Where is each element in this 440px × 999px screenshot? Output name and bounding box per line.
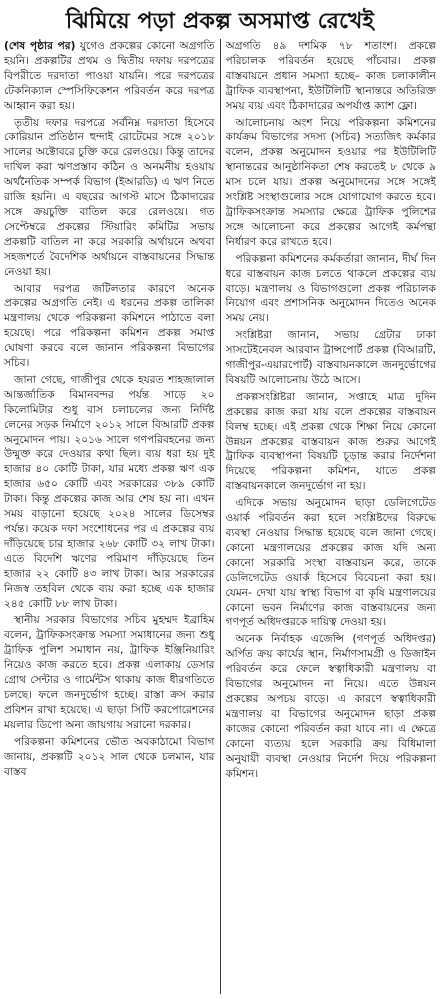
paragraph: অনেক নির্বাহক এজেন্সি (গণপূর্ত অধিদপ্তর) অর্পিত ক্রয় কার্যের স্থান, নির্মাণসামগ্রী ও ডিজাইন পরিবর্তন করে ফেলে স্বত্বাধিকারী মন্ত্রণালয় বা বিভাগের অনুমোদন না নিয়ে। এতে উন্নয়ন প্রকল্পের অপচয় বাড়ে। এ কারণে স্বত্বাধিকারী মন্ত্রণালয় বা বিভাগের অনুমোদন ছাড়া প্রকল্প কাজের কোনো পরিবর্তন করা যাবে না। এ ক্ষেত্রে কোনো ব্যত্যয় হলে সরকারি ক্রয় বিধিমালা অনুযায়ী ব্যবস্থা নেওয়ার নির্দেশ দিয়ে পরিকল্পনা কমিশন। — [225, 633, 436, 780]
column-right — [226, 39, 437, 994]
continued-label: (শেষ পৃষ্ঠার পর) — [4, 40, 76, 52]
paragraph — [4, 39, 215, 114]
paragraph: পরিকল্পনা কমিশনের কর্মকর্তারা জানান, দীর্ঘ দিন ধরে বাস্তবায়ন কাজ চলতে থাকলে প্রকল্পের ব্যয় বাড়ে। মন্ত্রণালয় ও বিভাগগুলো প্রকল্প পরিচালক নিয়োগ এবং প্রশাসনিক অনুমোদন দিতেও অনেক সময় নেয়। — [225, 252, 436, 325]
paragraph: স্থানীয় সরকার বিভাগের সচিব মুহম্মদ ইব্রাহিম বলেন, ট্রাফিকসংক্রান্ত সমস্যা সমাধানের জন্য শুধু ট্রাফিক পুলিশ সমাধান নয়, ট্রাফিক ইঞ্জিনিয়ারিং নিয়েও কাজ করতে হবে। প্রকল্প এলাকায় ডেসার গ্রোথ সেন্টার ও গার্মেন্টস থাকায় কাজ ধীরগতিতে চলছে। ফলে জনদুর্ভোগ হচ্ছে। রাস্তা ক্রস করার প্রবিশন রাখা হয়েছে। এ ছাড়া সিটি করপোরেশনের ময়লার ডিপো অন্য জায়গায় সরানো দরকার। — [4, 614, 215, 731]
paragraph: আবার দরপত্র জটিলতার কারণে অনেক প্রকল্পের অগ্রগতি নেই। এ ধরনের প্রকল্প তালিকা মন্ত্রণালয় থেকে পরিকল্পনা কমিশনে পাঠাতে বলা হয়েছে। পরে পরিকল্পনা কমিশন প্রকল্প সমাপ্ত ঘোষণা করবে বলে জানান পরিকল্পনা বিভাগের সচিব। — [4, 282, 215, 370]
paragraph: এদিকে সভায় অনুমোদন ছাড়া ডেলিগেটেড ওয়ার্ক পরিবর্তন করা হলে সংশ্লিষ্টদের বিরুদ্ধে ব্যবস্থা নেওয়ার সিদ্ধান্ত হয়েছে বলে জানা গেছে। কোনো মন্ত্রণালয়ের প্রকল্পের কাজ যদি অন্য কোনো সরকারি সংস্থা বাস্তবায়ন করে, তাকে ডেলিগেটেড ওয়ার্ক হিসেবে বিবেচনা করা হয়। যেমন- দেখা যায় স্বাস্থ্য বিভাগ বা কৃষি মন্ত্রণালয়ের কোনো ভবন নির্মাণের কাজ বাস্তবায়নের জন্য গণপূর্ত অধিদপ্তরকে দায়িত্ব দেওয়া হয়। — [225, 497, 436, 629]
article-headline: ঝিমিয়ে পড়া প্রকল্প অসমাপ্ত রেখেই — [65, 8, 375, 34]
paragraph-text: যুগেও প্রকল্পের কোনো অগ্রগতি হয়নি। প্রকল্পটির প্রথম ও দ্বিতীয় দফায় দরপত্রের বিপরীতে দরদাতা পাওয়া যায়নি। পরে দরপত্রের টেকনিক্যাল স্পেসিফিকেশন পরিবর্তন করে দরপত্র আহ্বান করা হয়। — [4, 40, 215, 112]
paragraph: আলোচনায় অংশ নিয়ে পরিকল্পনা কমিশনের কার্যক্রম বিভাগের সদস্য (সচিব) সত্যজিৎ কর্মকার বলেন, প্রকল্প অনুমোদন হওয়ার পর ইউটিলিটি স্থানান্তরের আনুষ্ঠানিকতা শেষ করতেই ৮ থেকে ৯ মাস চলে যায়। প্রকল্প অনুমোদনের সঙ্গে সঙ্গেই সংশ্লিষ্ট সংস্থাগুলোর সঙ্গে যোগাযোগ করতে হবে। ট্রাফিকসংক্রান্ত সমস্যার ক্ষেত্রে ট্রাফিক পুলিশের সঙ্গে আলোচনা করে প্রকল্পের আগেই কর্মপন্থা নির্ধারণ করে রাখতে হবে। — [225, 116, 436, 248]
paragraph: প্রকল্পসংশ্লিষ্টরা জানান, সপ্তাহে মাত্র দুদিন প্রকল্পের কাজ করা যায় বলে প্রকল্পের বাস্তবায়ন বিলম্ব হচ্ছে। এই প্রকল্প থেকে শিক্ষা নিয়ে কোনো উন্নয়ন প্রকল্পের বাস্তবায়ন কাজ শুরুর আগেই ট্রাফিক ব্যবস্থাপনা বিষয়টি চূড়ান্ত করার নির্দেশনা দিয়েছে পরিকল্পনা কমিশন, যাতে প্রকল্প বাস্তবায়নকালে জনদুর্ভোগ না হয়। — [225, 390, 436, 493]
paragraph: তৃতীয় দফার দরপত্রে সর্বনিম্ন দরদাতা হিসেবে কোরিয়ান প্রতিষ্ঠান হুন্দাই রোটেমের সঙ্গে ২০১৮ সালের অক্টোবরে চুক্তি করে রেলওয়ে। কিন্তু তাদের দাখিল করা ঋণপ্রস্তাব কঠিন ও অনমনীয় হওয়ায় অর্থনৈতিক সম্পর্ক বিভাগ (ইআরডি) এ ঋণ নিতে রাজি হয়নি। এ বছরের আগস্ট মাসে ঠিকাদারের সঙ্গে ক্রয়চুক্তি বাতিল করে রেলওয়ে। গত সেপ্টেম্বরে প্রকল্পের স্টিয়ারিং কমিটির সভায় প্রকল্পটি বাতিল না করে সরকারি অর্থায়নে অথবা সহজশর্তে বৈদেশিক অর্থায়নে বাস্তবায়নের সিদ্ধান্ত নেওয়া হয়। — [4, 116, 215, 278]
paragraph: জানা গেছে, গাজীপুর থেকে হযরত শাহজালাল আন্তর্জাতিক বিমানবন্দর পর্যন্ত সাড়ে ২০ কিলোমিটার শুধু বাস চলাচলের জন্য নির্দিষ্ট লেনের সড়ক নির্মাণে ২০১২ সালে বিআরটি প্রকল্প অনুমোদন পায়। ২০১৬ সালে গণপরিবহনের জন্য উন্মুক্ত করে দেওয়ার কথা ছিল। ব্যয় ধরা হয় দুই হাজার ৪০ কোটি টাকা, যার মধ্যে প্রকল্প ঋণ এক হাজার ৬৫০ কোটি এবং সরকারের ৩৮৯ কোটি টাকা। কিন্তু প্রকল্পের কাজ আর শেষ হয় না। এখন সময় বাড়ানো হয়েছে ২০২৪ সালের ডিসেম্বর পর্যন্ত। কয়েক দফা সংশোধনের পর এ প্রকল্পের ব্যয় দাঁড়িয়েছে চার হাজার ২৬৮ কোটি ৩২ লাখ টাকা। এতে বিদেশি ঋণের পরিমাণ দাঁড়িয়েছে তিন হাজার ২২ কোটি ৪৩ লাখ টাকা। আর সরকারের নিজস্ব তহবিল থেকে ব্যয় করা হচ্ছে এক হাজার ২৪৫ কোটি ৮৮ লাখ টাকা। — [4, 373, 215, 610]
paragraph: অগ্রগতি ৪৯ দশমিক ৭৮ শতাংশ। প্রকল্পে পরিচালক পরিবর্তন হয়েছে পাঁচবার। প্রকল্প বাস্তবায়নে প্রধান সমস্যা হচ্ছে– কাজ চলাকালীন ট্রাফিক ব্যবস্থাপনা, ইউটিলিটি স্থানান্তরে অতিরিক্ত সময় ব্যয় এবং ঠিকাদারের অপর্যাপ্ত ক্যাশ ফ্লো। — [225, 40, 436, 112]
article-body — [4, 39, 436, 994]
paragraph: সংশ্লিষ্টরা জানান, সভায় গ্রেটার ঢাকা সাসটেইনেবল আরবান ট্রান্সপোর্ট প্রকল্প (বিআরটি, গাজীপুর-এয়ারপোর্ট) বাস্তবায়নকালে জনদুর্ভোগের বিষয়টি আলোচনায় উঠে আসে। — [225, 329, 436, 386]
paragraph: পরিকল্পনা কমিশনের ভৌত অবকাঠামো বিভাগ জানায়, প্রকল্পটি ২০১২ সাল থেকে চলমান, যার বাস্তব — [4, 735, 215, 778]
column-divider — [220, 39, 221, 994]
column-left — [4, 39, 215, 994]
